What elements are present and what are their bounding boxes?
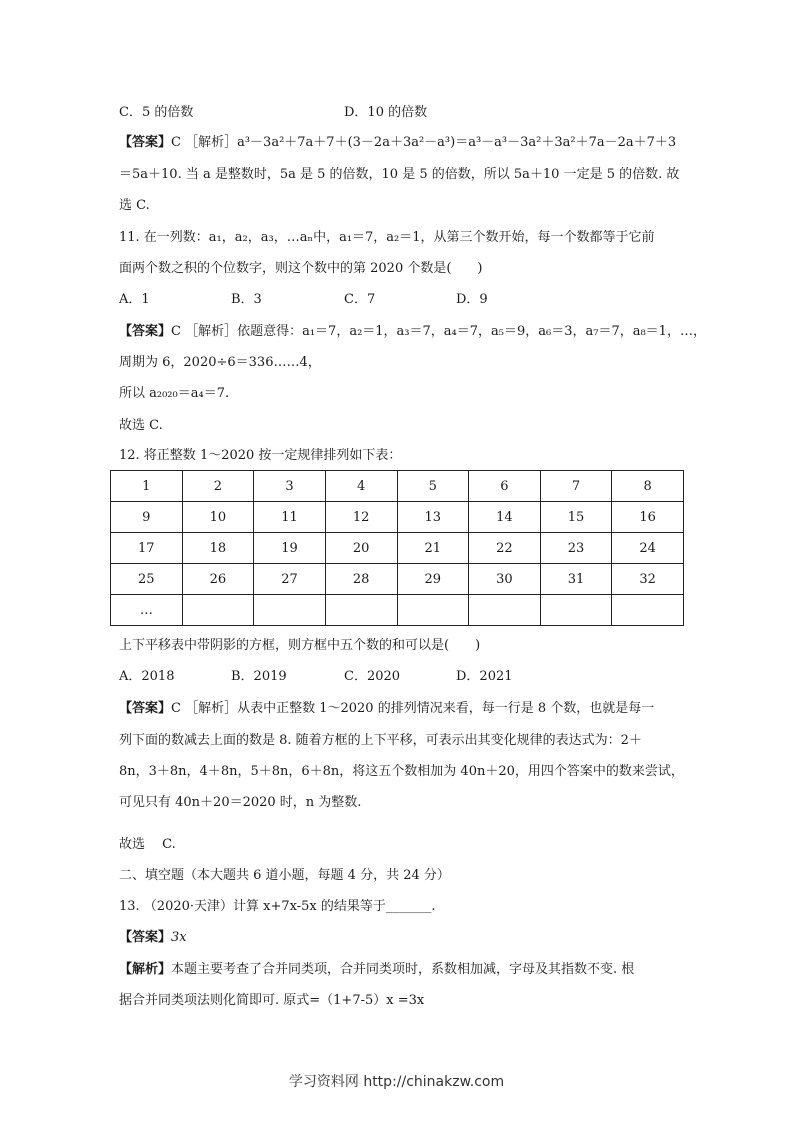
q10-option-c: C．5 的倍数	[119, 105, 194, 120]
table-cell: 19	[254, 533, 326, 564]
table-row	[111, 595, 684, 626]
q12-option-b: B．2019	[231, 669, 287, 684]
q12-stem: 12. 将正整数 1～2020 按一定规律排列如下表：	[119, 448, 402, 463]
table-cell: 2	[182, 471, 254, 502]
table-cell	[182, 595, 254, 626]
table-cell: 30	[469, 564, 541, 595]
analysis-tag: 【解析】	[119, 962, 172, 977]
q11-stem-line2: 面两个数之积的个位数字，则这个数中的第 2020 个数是( )	[119, 261, 483, 276]
answer-tag: 【答案】	[119, 135, 172, 150]
q11-answer-line4: 故选 C.	[119, 418, 163, 433]
q13-analysis-line2: 据合并同类项法则化简即可. 原式=（1+7-5）x =3x	[119, 993, 425, 1008]
q12-answer-line1	[119, 700, 654, 718]
table-row	[111, 533, 684, 564]
q11-answer-line2: 周期为 6，2020÷6＝336……4，	[119, 355, 321, 370]
table-cell: 24	[612, 533, 684, 564]
footer-watermark: 学习资料网 http://chinakzw.com	[288, 1074, 505, 1090]
table-cell: …	[111, 595, 183, 626]
answer-tag: 【答案】	[119, 701, 172, 716]
q11-option-b: B．3	[231, 292, 262, 307]
answer-text: C ［解析］依题意得：a₁＝7，a₂＝1，a₃＝7，a₄＝7，a₅＝9，a₆＝3，a₇＝7，a₈＝1，…，	[171, 324, 706, 339]
answer-value: 3x	[171, 930, 187, 945]
q12-option-a: A．2018	[119, 669, 175, 684]
table-cell: 5	[397, 471, 469, 502]
q12-answer-line2: 列下面的数减去上面的数是 8. 随着方框的上下平移，可表示出其变化规律的表达式为：2＋	[119, 733, 642, 748]
q12-answer-line3: 8n，3＋8n，4＋8n，5＋8n，6＋8n，将这五个数相加为 40n＋20，用四个答案中的数来尝试，	[119, 764, 684, 779]
q11-answer-line3: 所以 a₂₀₂₀＝a₄＝7.	[119, 386, 230, 401]
table-cell: 1	[111, 471, 183, 502]
q13-answer	[119, 929, 187, 947]
table-cell: 22	[469, 533, 541, 564]
table-cell: 16	[612, 502, 684, 533]
table-cell: 14	[469, 502, 541, 533]
table-cell: 29	[397, 564, 469, 595]
q12-question: 上下平移表中带阴影的方框，则方框中五个数的和可以是( )	[119, 638, 481, 653]
q11-option-d: D．9	[456, 292, 488, 307]
table-cell: 3	[254, 471, 326, 502]
table-cell	[469, 595, 541, 626]
q13-analysis-line1	[119, 961, 634, 979]
table-row	[111, 471, 684, 502]
table-cell: 26	[182, 564, 254, 595]
table-cell: 17	[111, 533, 183, 564]
table-row	[111, 564, 684, 595]
table-cell: 4	[325, 471, 397, 502]
number-table	[110, 470, 684, 626]
q10-answer-line3: 选 C.	[119, 198, 150, 213]
table-cell: 20	[325, 533, 397, 564]
table-cell: 7	[540, 471, 612, 502]
q12-answer-line4: 可见只有 40n＋20＝2020 时，n 为整数.	[119, 795, 362, 810]
table-cell: 23	[540, 533, 612, 564]
table-cell: 31	[540, 564, 612, 595]
table-cell: 28	[325, 564, 397, 595]
answer-tag: 【答案】	[119, 930, 172, 945]
q10-answer-line2: ＝5a＋10. 当 a 是整数时，5a 是 5 的倍数，10 是 5 的倍数，所以 5a＋10 一定是 5 的倍数. 故	[119, 167, 680, 182]
table-cell: 8	[612, 471, 684, 502]
table-cell	[325, 595, 397, 626]
table-row	[111, 502, 684, 533]
table-cell: 25	[111, 564, 183, 595]
analysis-text: 本题主要考查了合并同类项，合并同类项时，系数相加减，字母及其指数不变. 根	[171, 962, 635, 977]
q11-option-a: A．1	[119, 292, 150, 307]
q12-option-c: C．2020	[344, 669, 401, 684]
table-cell: 15	[540, 502, 612, 533]
q13-stem: 13. （2020·天津）计算 x+7x-5x 的结果等于_______.	[119, 899, 436, 914]
table-cell: 27	[254, 564, 326, 595]
table-cell: 9	[111, 502, 183, 533]
q10-option-d: D．10 的倍数	[344, 105, 428, 120]
table-cell	[540, 595, 612, 626]
table-cell: 32	[612, 564, 684, 595]
q11-answer-line1	[119, 323, 706, 341]
q12-option-d: D．2021	[456, 669, 513, 684]
table-cell	[254, 595, 326, 626]
q11-stem-line1: 11. 在一列数：a₁，a₂，a₃，…aₙ中，a₁＝7，a₂＝1，从第三个数开始，每一个数都等于它前	[119, 230, 655, 245]
section-heading: 二、填空题（本大题共 6 道小题，每题 4 分，共 24 分）	[119, 868, 450, 883]
table-cell: 6	[469, 471, 541, 502]
table-cell	[612, 595, 684, 626]
answer-text: C ［解析］从表中正整数 1～2020 的排列情况来看，每一行是 8 个数，也就是每一	[171, 701, 655, 716]
answer-tag: 【答案】	[119, 324, 172, 339]
table-cell: 18	[182, 533, 254, 564]
table-cell	[397, 595, 469, 626]
q12-answer-line5: 故选 C.	[119, 837, 176, 852]
q10-answer-line1	[119, 134, 676, 152]
table-cell: 11	[254, 502, 326, 533]
table-cell: 21	[397, 533, 469, 564]
table-cell: 13	[397, 502, 469, 533]
q11-option-c: C．7	[344, 292, 376, 307]
table-cell: 12	[325, 502, 397, 533]
answer-text: C ［解析］a³－3a²＋7a＋7＋(3－2a＋3a²－a³)＝a³－a³－3a²＋3a²＋7a－2a＋7＋3	[171, 135, 677, 150]
table-cell: 10	[182, 502, 254, 533]
